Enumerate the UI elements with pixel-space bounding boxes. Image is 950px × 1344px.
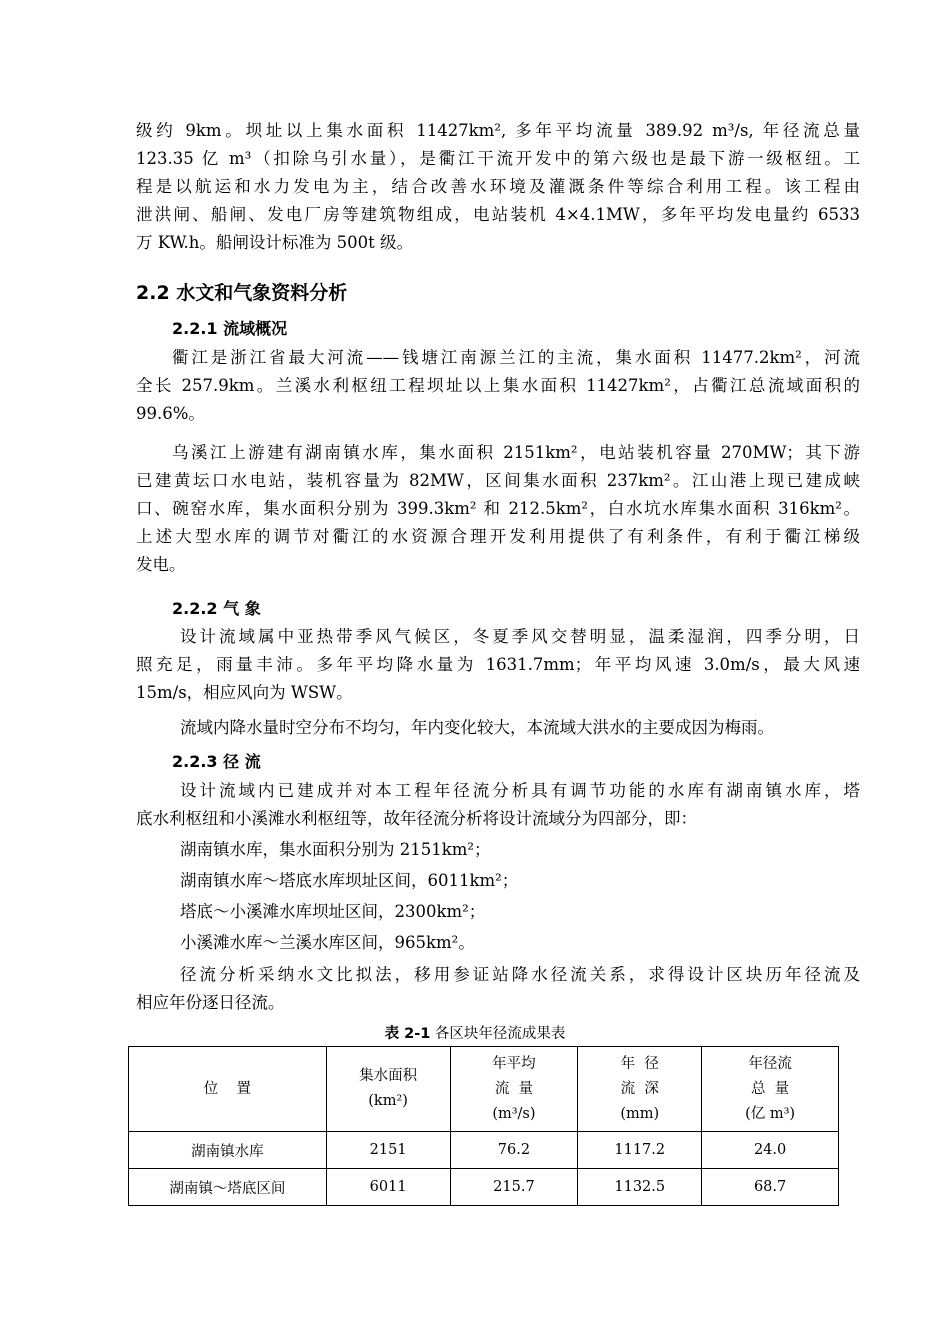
table-cell: 68.7 [702, 1169, 839, 1206]
text-line: 已建黄坛口水电站，装机容量为 82MW，区间集水面积 237km²。江山港上现已建成峡 [136, 471, 860, 490]
paragraph [136, 439, 860, 579]
header-text: 流 量 [494, 1080, 534, 1097]
column-header-total-runoff [702, 1047, 839, 1132]
section-heading: 2.2 水文和气象资料分析 [136, 282, 348, 304]
table-cell: 2151 [326, 1132, 450, 1169]
text-line: 乌溪江上游建有湖南镇水库，集水面积 2151km²，电站装机容量 270MW；其下游 [172, 443, 860, 462]
header-unit: (m³/s) [492, 1105, 536, 1122]
text-line: 123.35 亿 m³（扣除乌引水量），是衢江干流开发中的第六级也是最下游一级枢纽。工 [136, 149, 860, 168]
column-header-runoff-depth [578, 1047, 702, 1132]
list-item: 湖南镇水库～塔底水库坝址区间，6011km²； [180, 871, 519, 890]
header-text: 年径流 [748, 1055, 792, 1072]
paragraph [136, 777, 860, 833]
area-list [136, 836, 860, 957]
text-line: 15m/s，相应风向为 WSW。 [136, 683, 353, 702]
list-item: 小溪滩水库～兰溪水库区间，965km²。 [180, 933, 475, 952]
table-header-row [129, 1047, 839, 1132]
text-line: 上述大型水库的调节对衢江的水资源合理开发利用提供了有利条件，有利于衢江梯级 [136, 527, 860, 546]
subsection-heading: 2.2.3 径 流 [172, 752, 261, 771]
text-line: 照充足，雨量丰沛。多年平均降水量为 1631.7mm；年平均风速 3.0m/s，最大风速 [136, 655, 860, 674]
text-line: 设计流域属中亚热带季风气候区，冬夏季风交替明显，温柔湿润，四季分明，日 [180, 627, 860, 646]
table-cell: 1132.5 [578, 1169, 702, 1206]
header-text: 年平均 [492, 1055, 536, 1072]
text-line: 径流分析采纳水文比拟法，移用参证站降水径流关系，求得设计区块历年径流及 [180, 965, 860, 984]
header-text: 年 径 [620, 1055, 659, 1072]
column-header-location [129, 1047, 327, 1132]
column-header-catchment-area [326, 1047, 450, 1132]
runoff-results-table [128, 1046, 839, 1206]
header-text: 位 置 [203, 1080, 252, 1097]
list-item: 塔底～小溪滩水库坝址区间，2300km²； [180, 902, 486, 921]
text-line: 底水利枢纽和小溪滩水利枢纽等，故年径流分析将设计流域分为四部分，即： [136, 809, 697, 828]
text-line: 程是以航运和水力发电为主，结合改善水环境及灌溉条件等综合利用工程。该工程由 [136, 177, 860, 196]
header-unit: (mm) [620, 1105, 660, 1122]
text-line: 发电。 [136, 555, 186, 574]
subsection-heading: 2.2.1 流域概况 [172, 319, 288, 338]
text-line: 泄洪闸、船闸、发电厂房等建筑物组成，电站装机 4×4.1MW，多年平均发电量约 6533 [136, 205, 860, 224]
text-line: 99.6%。 [136, 404, 205, 423]
paragraph [136, 961, 860, 1017]
table-cell: 湖南镇水库 [129, 1132, 327, 1169]
table-cell: 6011 [326, 1169, 450, 1206]
header-unit: (亿 m³) [745, 1105, 796, 1122]
text-line: 全长 257.9km。兰溪水利枢纽工程坝址以上集水面积 11427km²，占衢江总流域面积的 [136, 376, 860, 395]
table-cell: 215.7 [450, 1169, 578, 1206]
subsection-heading: 2.2.2 气 象 [172, 599, 261, 618]
table-cell: 湖南镇～塔底区间 [129, 1169, 327, 1206]
header-text: 流 深 [620, 1080, 659, 1097]
text-line: 流域内降水量时空分布不均匀，年内变化较大，本流域大洪水的主要成因为梅雨。 [180, 718, 774, 737]
column-header-mean-flow [450, 1047, 578, 1132]
table-cell: 76.2 [450, 1132, 578, 1169]
text-line: 相应年份逐日径流。 [136, 993, 285, 1012]
table-caption-number: 表 2-1 [384, 1026, 431, 1042]
paragraph [136, 623, 860, 707]
table-cell: 1117.2 [578, 1132, 702, 1169]
table-caption-text: 各区块年径流成果表 [434, 1026, 566, 1042]
list-item: 湖南镇水库，集水面积分别为 2151km²； [180, 840, 491, 859]
text-line: 口、碗窑水库，集水面积分别为 399.3km² 和 212.5km²，白水坑水库集水面积 316km²。 [136, 499, 860, 518]
table-cell: 24.0 [702, 1132, 839, 1169]
paragraph [136, 714, 860, 742]
text-line: 设计流域内已建成并对本工程年径流分析具有调节功能的水库有湖南镇水库，塔 [180, 781, 860, 800]
table-row [129, 1169, 839, 1206]
text-line: 级约 9km。坝址以上集水面积 11427km², 多年平均流量 389.92 m³/s, 年径流总量 [136, 121, 860, 140]
text-line: 衢江是浙江省最大河流——钱塘江南源兰江的主流，集水面积 11477.2km²，河流 [172, 348, 860, 367]
header-unit: (km²) [368, 1093, 408, 1109]
table-caption [0, 1022, 950, 1043]
table-row [129, 1132, 839, 1169]
header-text: 集水面积 [359, 1068, 418, 1084]
text-line: 万 KW.h。船闸设计标准为 500t 级。 [136, 233, 414, 252]
header-text: 总 量 [750, 1080, 790, 1097]
intro-paragraph [136, 117, 860, 257]
paragraph [136, 344, 860, 428]
